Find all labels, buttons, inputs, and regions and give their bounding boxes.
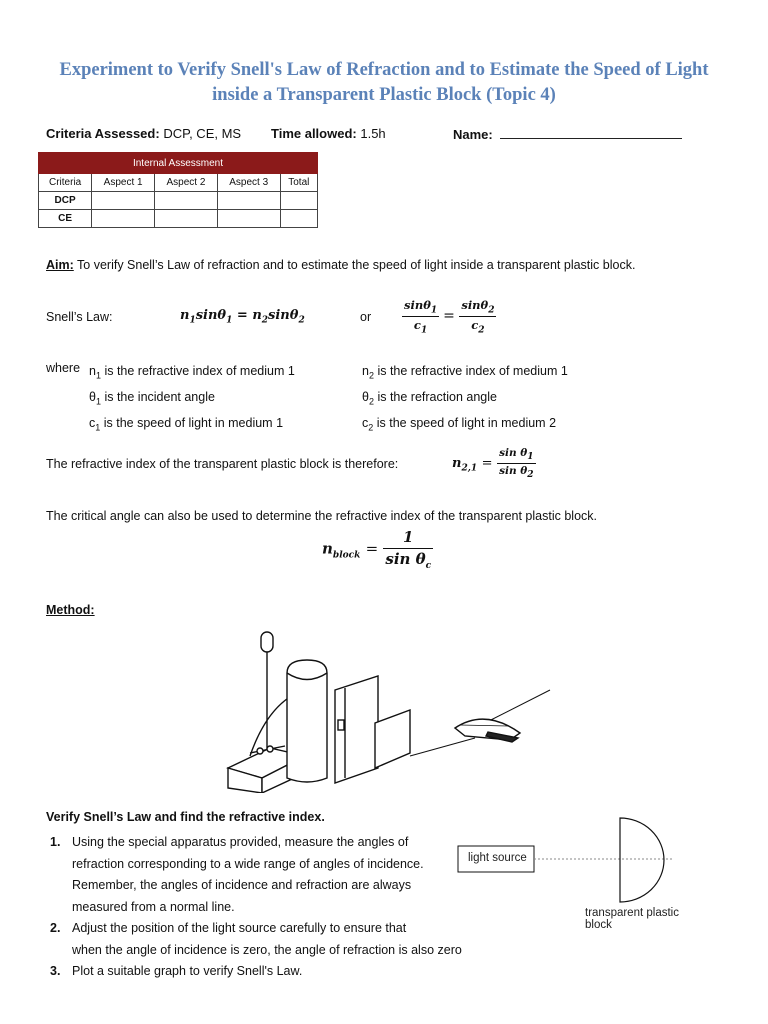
table-row xyxy=(39,210,318,228)
method-label: Method: xyxy=(46,603,95,617)
side-block xyxy=(375,710,410,768)
snells-law-label: Snell’s Law: xyxy=(46,310,113,324)
definitions-left xyxy=(89,361,295,439)
list-item-line: measured from a normal line. xyxy=(72,899,235,914)
light-source-label: light source xyxy=(468,852,527,864)
table-cell[interactable] xyxy=(280,210,317,228)
column-header: Aspect 3 xyxy=(217,174,280,192)
list-item-number: 2. xyxy=(50,921,61,935)
definition-item: $\theta_2$ is the refraction angle xyxy=(362,390,497,407)
table-cell[interactable] xyxy=(217,210,280,228)
lamp-bulb xyxy=(261,632,273,652)
column-header: Aspect 1 xyxy=(92,174,155,192)
refractive-index-equation: $n_{2,1}$ = $\frac{\sin \theta_1}{\sin \theta_2}$ xyxy=(452,447,534,481)
title-line-1: Experiment to Verify Snell's Law of Refraction and to Estimate the Speed of Light xyxy=(59,60,709,80)
refractive-index-text: The refractive index of the transparent plastic block is therefore: xyxy=(46,457,399,471)
column-header: Criteria xyxy=(39,174,92,192)
time-label: Time allowed: xyxy=(271,126,357,141)
table-cell[interactable] xyxy=(92,210,155,228)
block-label: transparent plastic block xyxy=(585,907,679,931)
table-cell[interactable] xyxy=(155,210,218,228)
column-header: Aspect 2 xyxy=(155,174,218,192)
or-text: or xyxy=(360,310,372,324)
list-item-line: Plot a suitable graph to verify Snell's Law. xyxy=(72,964,303,978)
critical-angle-text: The critical angle can also be used to determine the refractive index of the transparent plastic block. xyxy=(46,509,597,523)
criteria-value: DCP, CE, MS xyxy=(163,126,242,141)
table-title: Internal Assessment xyxy=(39,153,318,174)
list-item xyxy=(46,832,462,918)
table-cell[interactable] xyxy=(155,192,218,210)
time-value: 1.5h xyxy=(360,126,386,141)
definitions-right xyxy=(362,361,568,439)
table-cell[interactable] xyxy=(217,192,280,210)
snells-law-speed-equation: $\frac{\sin\theta_1}{c_1}$ = $\frac{\sin\theta_2}{c_2}$ xyxy=(404,298,495,336)
cylinder-screen xyxy=(287,660,327,782)
snells-law-equation: $n_1\sin\theta_1 = n_2\sin\theta_2$ xyxy=(180,308,305,326)
definition-item: $n_1$ is the refractive index of medium 1 xyxy=(89,364,295,381)
name-field[interactable] xyxy=(500,126,682,139)
list-item xyxy=(46,918,462,961)
definition-item: $c_2$ is the speed of light in medium 2 xyxy=(362,416,557,433)
document-title xyxy=(40,58,728,108)
table-cell[interactable] xyxy=(280,192,317,210)
procedure-list xyxy=(46,832,462,983)
definition-item: $n_2$ is the refractive index of medium 1 xyxy=(362,364,568,381)
criteria-row xyxy=(46,126,746,144)
table-row xyxy=(39,192,318,210)
list-item-line: Using the special apparatus provided, measure the angles of xyxy=(72,835,409,849)
internal-assessment-table xyxy=(38,152,318,228)
list-item-line: Adjust the position of the light source carefully to ensure that xyxy=(72,921,407,935)
row-label: DCP xyxy=(39,192,92,210)
critical-angle-equation: $n_{block}$ = $\frac{1}{\sin \theta_c}$ xyxy=(322,528,432,571)
aim-text: To verify Snell’s Law of refraction and to estimate the speed of light inside a transparent plastic block. xyxy=(77,258,636,272)
apparatus-diagram xyxy=(210,628,560,793)
row-label: CE xyxy=(39,210,92,228)
definition-item: $c_1$ is the speed of light in medium 1 xyxy=(89,416,284,433)
semicircular-block-outline xyxy=(620,818,664,902)
criteria-label: Criteria Assessed: xyxy=(46,126,160,141)
column-header: Total xyxy=(280,174,317,192)
list-item-line: Remember, the angles of incidence and refraction are always xyxy=(72,878,412,892)
table-cell[interactable] xyxy=(92,192,155,210)
procedure-heading: Verify Snell’s Law and find the refractive index. xyxy=(46,810,325,824)
name-label: Name: xyxy=(453,127,493,142)
list-item-line: refraction corresponding to a wide range of angles of incidence. xyxy=(72,856,424,871)
table-header-row xyxy=(39,174,318,192)
list-item-line: when the angle of incidence is zero, the angle of refraction is also zero xyxy=(72,942,462,957)
aim-paragraph xyxy=(46,258,635,273)
list-item xyxy=(46,961,462,983)
where-text: where xyxy=(46,361,81,375)
aim-label: Aim: xyxy=(46,258,74,272)
title-line-2: inside a Transparent Plastic Block (Topic 4) xyxy=(212,85,556,105)
definition-item: $\theta_1$ is the incident angle xyxy=(89,390,215,407)
list-item-number: 3. xyxy=(50,964,61,978)
list-item-number: 1. xyxy=(50,835,61,849)
